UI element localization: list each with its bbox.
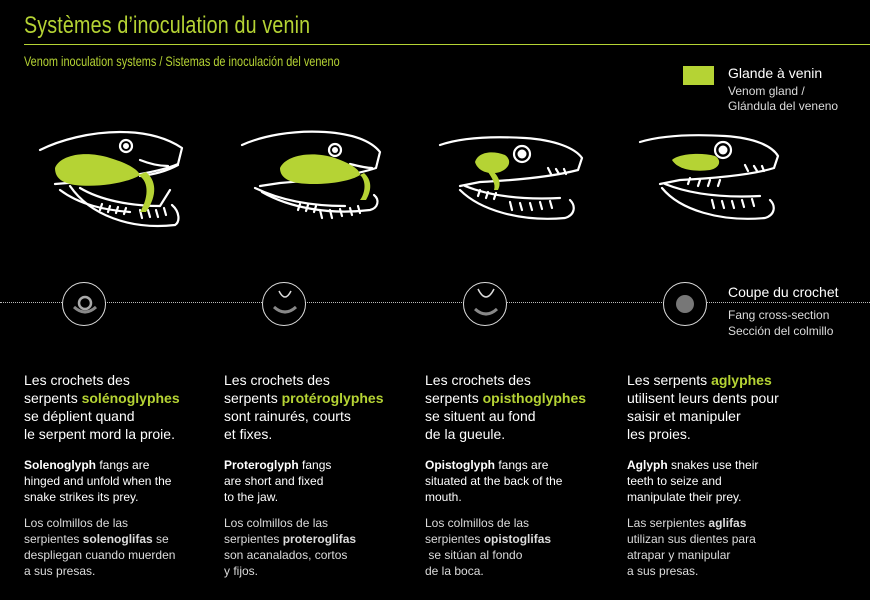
description-en: Proteroglyph fangs are short and fixed to the jaw. (224, 458, 332, 504)
legend-label-en: Venom gland / (728, 84, 805, 98)
description-es: Los colmillos de las serpientes solenoglifas se despliegan cuando muerden a sus presas. (24, 516, 176, 578)
description-es: Los colmillos de las serpientes proteroglifas son acanalados, cortos y fijos. (224, 516, 357, 578)
aglyph-head-icon (640, 135, 778, 219)
cross-section-title-en: Fang cross-section (728, 308, 830, 322)
aglyph-fang-icon (663, 282, 707, 326)
description-fr: Les serpents aglyphes utilisent leurs dents pour saisir et manipuler les proies. (627, 372, 779, 442)
page-title: Systèmes d’inoculation du venin (24, 12, 311, 39)
description-fr: Les crochets des serpents solénoglyphes se déplient quand le serpent mord la proie. (24, 372, 180, 442)
description-en: Opistoglyph fangs are situated at the back of the mouth. (425, 458, 563, 504)
description-es: Las serpientes aglifas utilizan sus dientes para atrapar y manipular a sus presas. (627, 516, 756, 578)
snake-heads-illustration (0, 0, 870, 270)
opisthoglyph-head-icon (440, 137, 582, 219)
solenoglyph-fang-icon (62, 282, 106, 326)
legend-label-fr: Glande à venin (728, 65, 823, 81)
description-fr: Les crochets des serpents opisthoglyphes se situent au fond de la gueule. (425, 372, 587, 442)
description-es: Los colmillos de las serpientes opistoglifas se sitúan al fondo de la boca. (425, 516, 552, 578)
description-fr: Les crochets des serpents protéroglyphes sont rainurés, courts et fixes. (224, 372, 384, 442)
page-subtitle: Venom inoculation systems / Sistemas de inoculación del veneno (24, 53, 340, 69)
description-en: Solenoglyph fangs are hinged and unfold when the snake strikes its prey. (24, 458, 172, 504)
proteroglyph-fang-icon (262, 282, 306, 326)
solenoglyph-column (24, 371, 214, 579)
opisthoglyph-column (425, 371, 615, 579)
opisthoglyph-fang-icon (463, 282, 507, 326)
description-en: Aglyph snakes use their teeth to seize and manipulate their prey. (627, 458, 759, 504)
aglyph-column (627, 371, 837, 579)
cross-section-line (0, 302, 870, 303)
cross-section-title-es: Sección del colmillo (728, 324, 834, 338)
cross-section-title-fr: Coupe du crochet (728, 284, 839, 300)
legend-label-es: Glándula del veneno (728, 99, 839, 113)
proteroglyph-column (224, 371, 414, 579)
